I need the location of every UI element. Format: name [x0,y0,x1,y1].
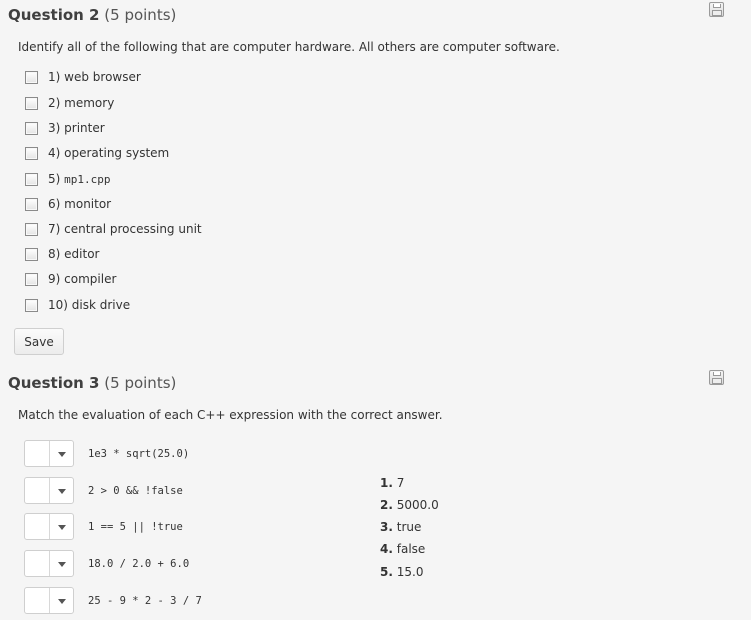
option-8[interactable] [25,246,99,262]
option-2[interactable] [25,95,114,111]
answer-2 [380,498,439,512]
option-number: 8) [48,247,61,261]
option-number: 7) [48,222,61,236]
answer-4 [380,542,425,556]
checkbox[interactable] [25,122,38,135]
chevron-down-icon [58,599,66,604]
option-number: 2) [48,96,61,110]
checkbox[interactable] [25,147,38,160]
option-10[interactable] [25,297,130,313]
answer-text: 5000.0 [396,498,439,512]
option-3[interactable] [25,120,105,136]
expression-4: 18.0 / 2.0 + 6.0 [88,558,190,570]
option-number: 4) [48,146,61,160]
option-text: operating system [64,146,170,160]
option-text: monitor [64,197,112,211]
option-number: 9) [48,272,61,286]
answer-text: 7 [396,476,405,490]
question-3-title [8,374,176,392]
answer-5 [380,565,423,579]
question-label: Question 3 [8,374,100,392]
expression-2: 2 > 0 && !false [88,485,183,497]
answer-3 [380,520,421,534]
checkbox[interactable] [25,223,38,236]
question-2-prompt: Identify all of the following that are computer hardware. All others are computer software. [18,40,560,54]
question-points: (5 points) [104,6,177,24]
option-text: editor [64,247,100,261]
match-dropdown-3[interactable] [24,513,74,540]
question-2-title [8,6,176,24]
option-text: disk drive [71,298,131,312]
chevron-down-icon [58,452,66,457]
option-text: central processing unit [64,222,202,236]
option-number: 1) [48,70,61,84]
option-text: printer [64,121,105,135]
save-button[interactable]: Save [14,328,64,355]
option-text: compiler [64,272,117,286]
chevron-down-icon [58,562,66,567]
chevron-down-icon [58,489,66,494]
option-number: 10) [48,298,68,312]
answer-text: false [396,542,426,556]
option-number: 6) [48,197,61,211]
option-text: mp1.cpp [64,172,111,186]
checkbox[interactable] [25,97,38,110]
option-text: memory [64,96,115,110]
answer-number: 4. [380,542,393,556]
checkbox[interactable] [25,273,38,286]
checkbox[interactable] [25,198,38,211]
option-5[interactable] [25,171,111,187]
option-1[interactable] [25,69,141,85]
chevron-down-icon [58,525,66,530]
option-6[interactable] [25,196,111,212]
match-dropdown-1[interactable] [24,440,74,467]
question-label: Question 2 [8,6,100,24]
answer-text: 15.0 [396,565,424,579]
checkbox[interactable] [25,248,38,261]
checkbox[interactable] [25,71,38,84]
expression-5: 25 - 9 * 2 - 3 / 7 [88,595,202,607]
match-dropdown-4[interactable] [24,550,74,577]
option-number: 3) [48,121,61,135]
save-icon[interactable] [709,2,724,17]
answer-number: 1. [380,476,393,490]
answer-number: 5. [380,565,393,579]
save-icon[interactable] [709,370,724,385]
match-dropdown-2[interactable] [24,477,74,504]
option-4[interactable] [25,145,169,161]
expression-3: 1 == 5 || !true [88,521,183,533]
answer-number: 2. [380,498,393,512]
question-points: (5 points) [104,374,177,392]
option-number: 5) [48,172,61,186]
checkbox[interactable] [25,299,38,312]
expression-1: 1e3 * sqrt(25.0) [88,448,190,460]
match-dropdown-5[interactable] [24,587,74,614]
option-text: web browser [64,70,141,84]
option-9[interactable] [25,271,116,287]
question-3-prompt: Match the evaluation of each C++ expression with the correct answer. [18,408,443,422]
answer-1 [380,476,404,490]
answer-text: true [396,520,422,534]
checkbox[interactable] [25,173,38,186]
option-7[interactable] [25,221,202,237]
answer-number: 3. [380,520,393,534]
